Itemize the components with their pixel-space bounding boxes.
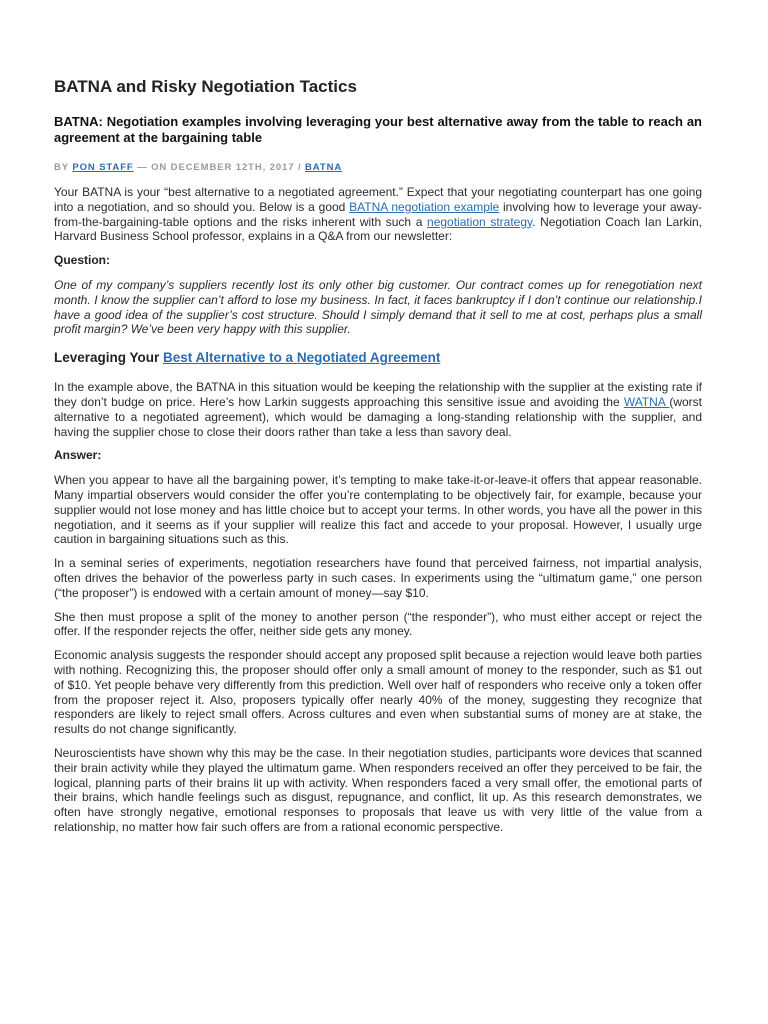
question-label: Question:: [54, 253, 110, 268]
batna-example-link[interactable]: BATNA negotiation example: [349, 199, 500, 214]
article-subtitle: BATNA: Negotiation examples involving leveraging your best alternative away from the table to reach an agreement at the bargaining table: [54, 114, 702, 145]
article-title: BATNA and Risky Negotiation Tactics: [54, 77, 357, 96]
answer-paragraph: In a seminal series of experiments, negotiation researchers have found that perceived fairness, not impartial analysis, often drives the behavior of the powerless party in such cases. In experiments using the “ultimatum game,” one person (“the proposer”) is endowed with a certain amount of money—say $10.: [54, 556, 702, 600]
best-alternative-link[interactable]: Best Alternative to a Negotiated Agreement: [163, 350, 441, 366]
negotiation-strategy-link[interactable]: negotiation strategy: [427, 214, 533, 229]
answer-paragraph: Economic analysis suggests the responder should accept any proposed split because a rejection would leave both parties with nothing. Recognizing this, the proposer should offer only a small amount of money to the responder, such as $1 out of $10. Yet people behave very differently from this prediction. Well over half of responders who receive only a token offer from the proposer reject it. Also, proposers typically offer nearly 40% of the money, suggesting they recognize that responders are likely to reject small offers. Across cultures and even when substantial sums of money are at stake, the results do not change significantly.: [54, 648, 702, 737]
answer-label: Answer:: [54, 448, 102, 463]
section-heading-prefix: Leveraging Your: [54, 350, 164, 366]
intro-text-3: . Negotiation Coach Ian Larkin, Harvard Business School professor, explains in a Q&A from our newsletter:: [54, 214, 703, 244]
example-text-1: In the example above, the BATNA in this situation would be keeping the relationship with the supplier at the existing rate if they don’t budge on price. Here’s how Larkin suggests approaching this sensitive issue and avoiding the: [54, 380, 702, 409]
question-text: One of my company’s suppliers recently lost its only other big customer. Our contract comes up for renegotiation next month. I know the supplier can’t afford to lose my business. In fact, it faces bankruptcy if I don’t continue our relationship.I have a good idea of the supplier’s cost structure. Should I simply demand that it sell to me at cost, perhaps plus a small profit margin? We’ve been very happy with this supplier.: [54, 277, 702, 337]
watna-link[interactable]: WATNA: [623, 394, 670, 409]
intro-text-2: involving how to leverage your away-from-the-bargaining-table options and the risks inherent with such a: [54, 199, 703, 229]
answer-paragraph: When you appear to have all the bargaining power, it’s tempting to make take-it-or-leave-it offers that appear reasonable. Many impartial observers would consider the offer you’re contemplating to be objectively fair, for example, because your supplier would not lose money and has little choice but to accept your terms. In other words, you have all the power in this negotiation, and it seems as if your supplier will realize this fact and accede to your proposal. However, I usually urge caution in bargaining situations such as this.: [54, 473, 702, 547]
example-text-2: (worst alternative to a negotiated agreement), which would be damaging a long-standing relationship with the supplier, and having the supplier chose to close their doors rather than take a less than savory deal.: [54, 394, 703, 439]
answer-paragraph: Neuroscientists have shown why this may be the case. In their negotiation studies, participants wore devices that scanned their brain activity while they played the ultimatum game. When responders received an offer they perceived to be fair, the logical, planning parts of their brains lit up with activity. When responders faced a very small offer, the emotional parts of their brains, which handle feelings such as disgust, repugnance, and conflict, lit up. As this research demonstrates, we often have strongly negative, emotional responses to proposals that leave us with very little of the value from a relationship, no matter how fair such offers are from a rational economic perspective.: [54, 745, 702, 834]
author-link[interactable]: PON STAFF: [72, 162, 134, 173]
intro-paragraph: [54, 185, 702, 244]
answer-paragraph: She then must propose a split of the money to another person (“the responder”), who must either accept or reject the offer. If the responder rejects the offer, neither side gets any money.: [54, 609, 702, 639]
byline-date: — ON DECEMBER 12TH, 2017 /: [133, 162, 306, 173]
byline-prefix: BY: [54, 162, 73, 173]
byline: [54, 161, 702, 175]
section-heading: [54, 349, 702, 367]
category-link[interactable]: BATNA: [305, 162, 343, 173]
intro-text-1: Your BATNA is your “best alternative to a negotiated agreement.” Expect that your negotiating counterpart has one going into a negotiation, and so should you. Below is a good: [54, 185, 702, 214]
example-paragraph: [54, 380, 702, 439]
